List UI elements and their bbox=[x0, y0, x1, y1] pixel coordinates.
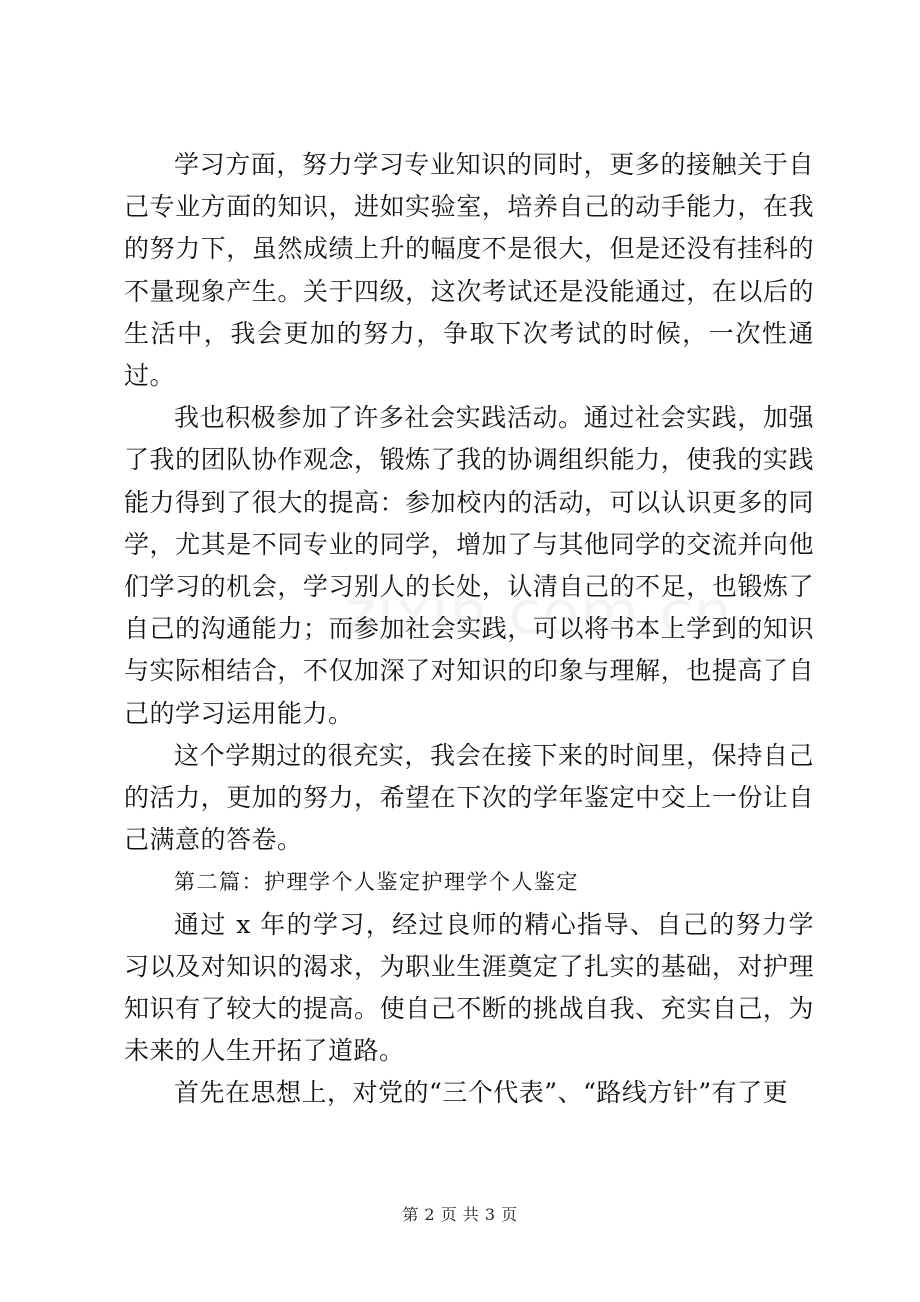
paragraph-social-practice: 我也积极参加了许多社会实践活动。通过社会实践，加强了我的团队协作观念，锻炼了我的协调组织能力，使我的实践能力得到了很大的提高：参加校内的活动，可以认识更多的同学，尤其是不同专业的同学，增加了与其他同学的交流并向他们学习的机会，学习别人的长处，认清自己的不足，也锻炼了自己的沟通能力；而参加社会实践，可以将书本上学到的知识与实际相结合，不仅加深了对知识的印象与理解，也提高了自己的学习运用能力。 bbox=[124, 403, 814, 728]
paragraph-nursing-study: 通过 x 年的学习，经过良师的精心指导、自己的努力学习以及对知识的渴求，为职业生涯奠定了扎实的基础，对护理知识有了较大的提高。使自己不断的挑战自我、充实自己，为未来的人生开拓了道路。 bbox=[124, 909, 814, 1066]
watermark bbox=[345, 578, 733, 648]
paragraph-ideology: 首先在思想上，对党的“三个代表”、“路线方针”有了更 bbox=[174, 1078, 789, 1108]
page-number-footer: 第 2 页 共 3 页 bbox=[402, 1205, 518, 1224]
paragraph-semester-summary: 这个学期过的很充实，我会在接下来的时间里，保持自己的活力，更加的努力，希望在下次的学年鉴定中交上一份让自己满意的答卷。 bbox=[124, 740, 814, 855]
paragraph-study: 学习方面，努力学习专业知识的同时，更多的接触关于自己专业方面的知识，进如实验室，培养自己的动手能力，在我的努力下，虽然成绩上升的幅度不是很大，但是还没有挂科的不量现象产生。关于四级，这次考试还是没能通过，在以后的生活中，我会更加的努力，争取下次考试的时候，一次性通过。 bbox=[124, 150, 814, 391]
section-heading: 第二篇：护理学个人鉴定护理学个人鉴定 bbox=[174, 870, 579, 895]
